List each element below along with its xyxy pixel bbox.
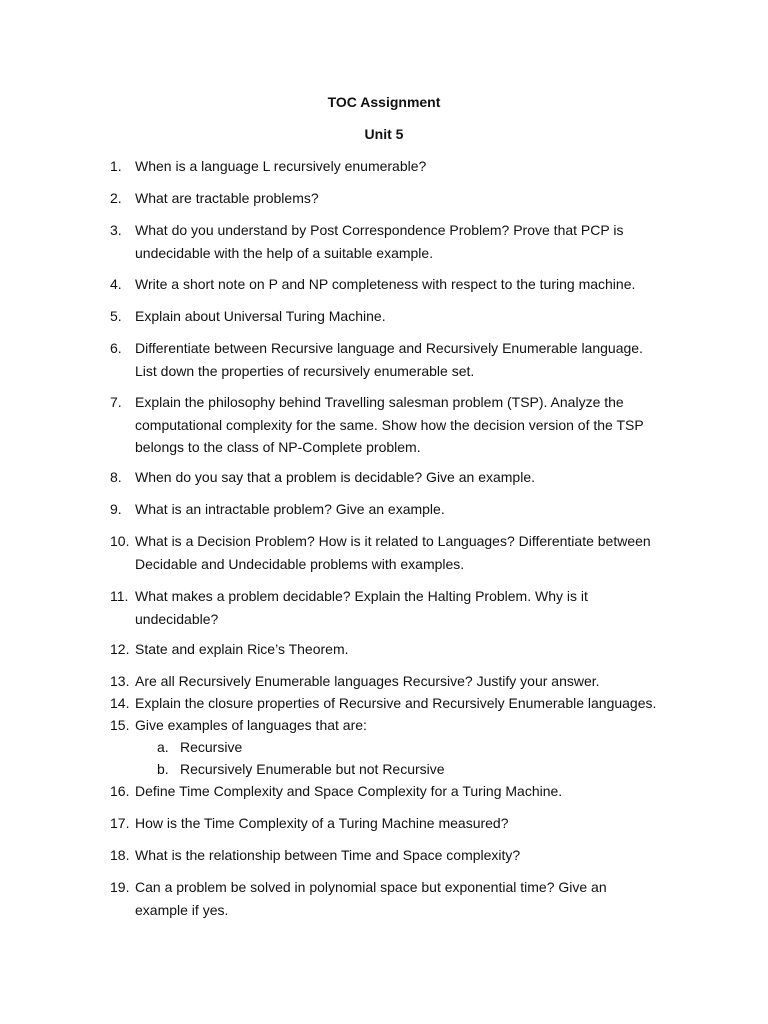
question-number: 16. [110, 783, 130, 799]
question-text [135, 337, 680, 382]
question-text-line: Define Time Complexity and Space Complexity for a Turing Machine. [135, 783, 563, 799]
question-text [135, 670, 680, 693]
question-text-line: What is an intractable problem? Give an example. [135, 501, 445, 517]
question-number: 8. [110, 469, 122, 485]
question-number: 5. [110, 308, 122, 324]
question-text [135, 530, 680, 575]
question-text [135, 585, 680, 630]
question-number: 13. [110, 673, 130, 689]
question-item [110, 187, 680, 210]
question-item [110, 273, 680, 296]
question-number: 12. [110, 641, 130, 657]
question-item [110, 638, 680, 661]
question-text [135, 692, 680, 715]
question-item [110, 876, 680, 921]
question-text-line: What are tractable problems? [135, 190, 319, 206]
sub-question-item [157, 736, 242, 758]
question-item [110, 466, 680, 489]
question-text-line: computational complexity for the same. Show how the decision version of the TSP [135, 416, 644, 433]
question-item [110, 585, 680, 630]
question-text-line: State and explain Rice’s Theorem. [135, 641, 349, 657]
question-text-line: When is a language L recursively enumerable? [135, 158, 427, 174]
question-item [110, 670, 680, 693]
question-text-line: What is a Decision Problem? How is it related to Languages? Differentiate between [135, 533, 651, 549]
question-text [135, 155, 680, 178]
question-text-line: Can a problem be solved in polynomial space but exponential time? Give an [135, 879, 607, 895]
question-text [135, 219, 680, 264]
question-number: 4. [110, 276, 122, 292]
question-number: 6. [110, 340, 122, 356]
question-text [135, 844, 680, 867]
question-text-line: List down the properties of recursively enumerable set. [135, 362, 475, 379]
question-item [110, 780, 680, 803]
question-text-line: Are all Recursively Enumerable languages Recursive? Justify your answer. [135, 673, 600, 689]
question-text-line: How is the Time Complexity of a Turing Machine measured? [135, 815, 509, 831]
question-item [110, 219, 680, 264]
question-item [110, 337, 680, 382]
question-text [135, 876, 680, 921]
sub-question-text: Recursively Enumerable but not Recursive [180, 761, 445, 777]
sub-question-item [157, 758, 445, 780]
question-text [135, 187, 680, 210]
question-item [110, 530, 680, 575]
question-text-line: Explain the philosophy behind Travelling salesman problem (TSP). Analyze the [135, 394, 624, 410]
question-item [110, 391, 680, 459]
question-text-line: What do you understand by Post Correspondence Problem? Prove that PCP is [135, 222, 624, 238]
question-text-line: undecidable? [135, 610, 219, 627]
question-number: 18. [110, 847, 130, 863]
question-number: 2. [110, 190, 122, 206]
question-number: 10. [110, 533, 130, 549]
question-text [135, 714, 680, 737]
question-number: 17. [110, 815, 130, 831]
question-number: 9. [110, 501, 122, 517]
question-text-line: What is the relationship between Time and Space complexity? [135, 847, 521, 863]
question-item [110, 844, 680, 867]
document-title: TOC Assignment [327, 94, 441, 110]
question-text-line: Differentiate between Recursive language and Recursively Enumerable language. [135, 340, 643, 356]
question-text [135, 466, 680, 489]
question-text-line: Decidable and Undecidable problems with examples. [135, 555, 465, 572]
question-text [135, 812, 680, 835]
question-number: 1. [110, 158, 122, 174]
question-number: 3. [110, 222, 122, 238]
question-text-line: What makes a problem decidable? Explain the Halting Problem. Why is it [135, 588, 588, 604]
question-item [110, 692, 680, 715]
question-text-line: Give examples of languages that are: [135, 717, 367, 733]
question-item [110, 812, 680, 835]
question-item [110, 498, 680, 521]
question-text-line: Explain the closure properties of Recursive and Recursively Enumerable languages. [135, 695, 657, 711]
sub-question-label: b. [157, 761, 169, 777]
question-item [110, 155, 680, 178]
question-text-line: Write a short note on P and NP completeness with respect to the turing machine. [135, 276, 636, 292]
question-text [135, 391, 680, 459]
question-number: 14. [110, 695, 130, 711]
question-text [135, 273, 680, 296]
question-number: 19. [110, 879, 130, 895]
question-number: 7. [110, 394, 122, 410]
question-text [135, 498, 680, 521]
question-text [135, 780, 680, 803]
sub-question-text: Recursive [180, 739, 243, 755]
question-text-line: undecidable with the help of a suitable example. [135, 244, 434, 261]
question-item [110, 305, 680, 328]
question-text [135, 638, 680, 661]
question-text-line: example if yes. [135, 901, 229, 918]
question-number: 11. [110, 588, 129, 604]
sub-question-label: a. [157, 739, 169, 755]
question-item [110, 714, 680, 737]
question-text-line: belongs to the class of NP-Complete problem. [135, 439, 421, 455]
document-subtitle: Unit 5 [364, 126, 404, 142]
question-text-line: Explain about Universal Turing Machine. [135, 308, 386, 324]
question-number: 15. [110, 717, 130, 733]
question-text-line: When do you say that a problem is decidable? Give an example. [135, 469, 536, 485]
question-text [135, 305, 680, 328]
